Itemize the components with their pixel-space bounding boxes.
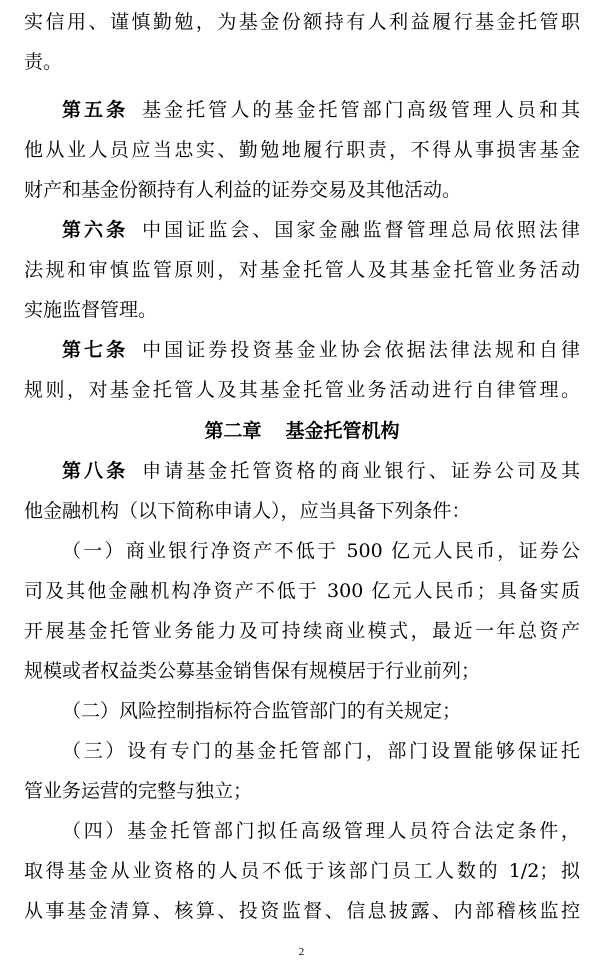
text-line: 实施监督管理。 [24,299,158,321]
text-line: 财产和基金份额持有人利益的证券交易及其他活动。 [24,179,462,201]
article-7 [24,330,580,410]
condition-item-3 [24,731,580,811]
article-heading: 第七条 [62,339,129,361]
article-6 [24,210,580,330]
text-line: 开展基金托管业务能力及可持续商业模式，最近一年总资产 [24,620,580,642]
article-text: 中国证券投资基金业协会依据法律法规和自律 [142,339,580,361]
article-heading: 第六条 [62,219,129,241]
chapter-number: 第二章 [204,420,262,442]
text-line: 实信用、谨慎勤勉，为基金份额持有人利益履行基金托管职 [24,11,580,33]
text-line [24,451,580,491]
condition-item-2 [24,691,580,731]
paragraph-continuation [24,2,580,82]
chapter-title [24,411,580,451]
text-line: （三）设有专门的基金托管部门，部门设置能够保证托 [62,740,580,762]
text-line: （二）风险控制指标符合监管部门的有关规定； [62,700,462,722]
text-line [24,210,580,250]
article-heading: 第五条 [62,99,129,121]
text-line [24,330,580,370]
text-line: 从事基金清算、核算、投资监督、信息披露、内部稽核监控 [24,900,580,922]
text-line [24,90,580,130]
text-line: 责。 [24,51,63,73]
text-line: 取得基金从业资格的人员不低于该部门员工人数的 1/2；拟 [24,860,580,882]
text-line: （四）基金托管部门拟任高级管理人员符合法定条件， [62,820,580,842]
article-text: 申请基金托管资格的商业银行、证券公司及其 [142,460,580,482]
article-8 [24,451,580,531]
text-line: 规则，对基金托管人及其基金托管业务活动进行自律管理。 [24,379,580,401]
article-text: 中国证监会、国家金融监督管理总局依照法律 [142,219,580,241]
condition-item-4 [24,811,580,931]
chapter-heading [24,411,580,451]
text-line: 管业务运营的完整与独立； [24,780,253,802]
text-line: （一）商业银行净资产不低于 500 亿元人民币，证券公 [62,540,580,562]
text-line: 他从业人员应当忠实、勤勉地履行职责，不得从事损害基金 [24,139,580,161]
page-number: 2 [298,946,305,958]
article-5 [24,90,580,210]
text-line: 规模或者权益类公募基金销售保有规模居于行业前列； [24,660,481,682]
chapter-name: 基金托管机构 [285,420,400,442]
article-heading: 第八条 [62,460,129,482]
text-line: 法规和审慎监管原则，对基金托管人及其基金托管业务活动 [24,259,580,281]
text-line: 司及其他金融机构净资产不低于 300 亿元人民币；具备实质 [24,580,580,602]
article-text: 基金托管人的基金托管部门高级管理人员和其 [142,99,580,121]
condition-item-1 [24,531,580,691]
text-line: 他金融机构（以下简称申请人），应当具备下列条件： [24,500,471,522]
